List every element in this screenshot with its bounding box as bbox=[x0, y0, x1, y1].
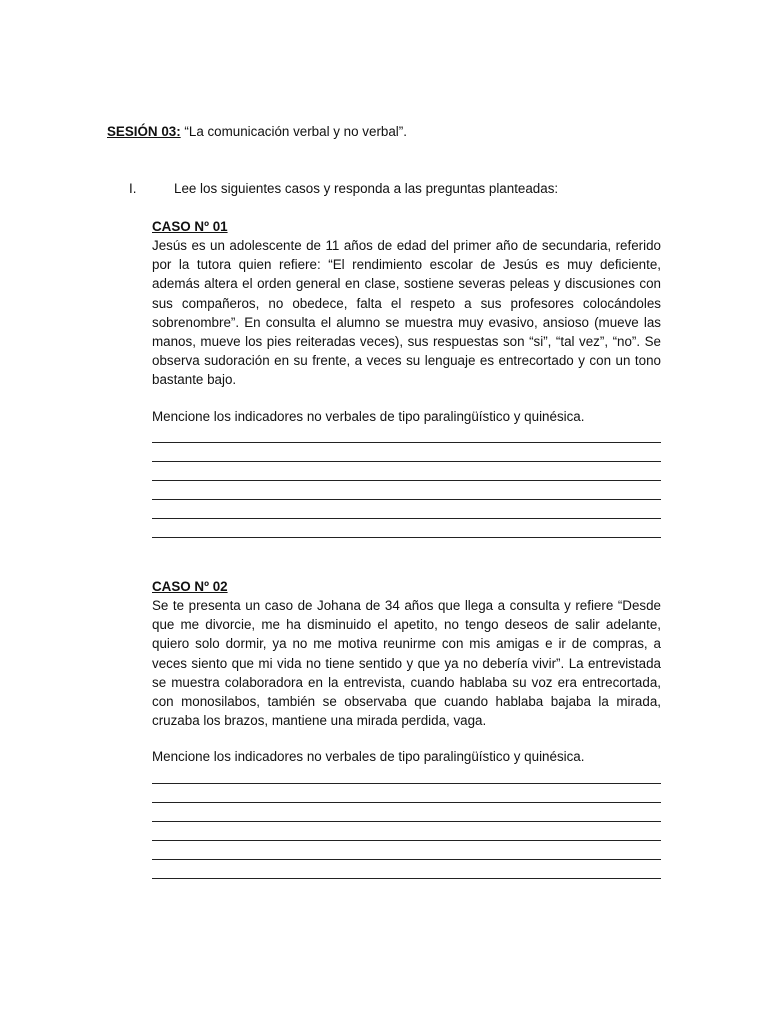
session-label: SESIÓN 03: bbox=[107, 124, 181, 139]
section-instruction: Lee los siguientes casos y responda a las preguntas planteadas: bbox=[174, 181, 559, 196]
answer-line[interactable] bbox=[152, 803, 661, 822]
answer-line[interactable] bbox=[152, 765, 661, 784]
answer-line[interactable] bbox=[152, 500, 661, 519]
section-heading bbox=[129, 180, 558, 198]
answer-lines-case-01[interactable] bbox=[152, 424, 661, 538]
answer-line[interactable] bbox=[152, 443, 661, 462]
answer-line[interactable] bbox=[152, 519, 661, 538]
case-question: Mencione los indicadores no verbales de tipo paralingüístico y quinésica. bbox=[152, 749, 585, 765]
section-numeral: I. bbox=[129, 181, 137, 196]
answer-line[interactable] bbox=[152, 860, 661, 879]
answer-line[interactable] bbox=[152, 462, 661, 481]
answer-line[interactable] bbox=[152, 822, 661, 841]
case-title: CASO Nº 02 bbox=[152, 579, 228, 594]
case-01 bbox=[152, 217, 661, 426]
case-description: Jesús es un adolescente de 11 años de edad del primer año de secundaria, referido por la tutora quien refiere: “El rendimiento escolar de Jesús es muy deficiente, además altera el orden general en clase, sostiene severas peleas y discusiones con sus compañeros, no obedece, falta el respeto a sus profesores colocándoles sobrenombre”. En consulta el alumno se muestra muy evasivo, ansioso (mueve las manos, mueve los pies reiteradas veces), sus respuestas son “si”, “tal vez”, “no”. Se observa sudoración en su frente, a veces su lenguaje es entrecortado y con un tono bastante bajo. bbox=[152, 238, 661, 388]
session-title bbox=[107, 123, 407, 141]
case-question: Mencione los indicadores no verbales de tipo paralingüístico y quinésica. bbox=[152, 408, 585, 424]
answer-line[interactable] bbox=[152, 424, 661, 443]
answer-lines-case-02[interactable] bbox=[152, 765, 661, 879]
case-02 bbox=[152, 577, 661, 766]
session-topic: “La comunicación verbal y no verbal”. bbox=[180, 124, 407, 139]
answer-line[interactable] bbox=[152, 784, 661, 803]
answer-line[interactable] bbox=[152, 841, 661, 860]
case-title: CASO Nº 01 bbox=[152, 219, 228, 234]
case-description: Se te presenta un caso de Johana de 34 años que llega a consulta y refiere “Desde que me divorcie, me ha disminuido el apetito, no tengo deseos de salir adelante, quiero solo dormir, ya no me motiva reunirme con mis amigas e ir de compras, a veces siento que mi vida no tiene sentido y que ya no debería vivir”. La entrevistada se muestra colaboradora en la entrevista, cuando hablaba su voz era entrecortada, con monosilabos, también se observaba que cuando hablaba bajaba la mirada, cruzaba los brazos, mantiene una mirada perdida, vaga. bbox=[152, 598, 661, 729]
answer-line[interactable] bbox=[152, 481, 661, 500]
